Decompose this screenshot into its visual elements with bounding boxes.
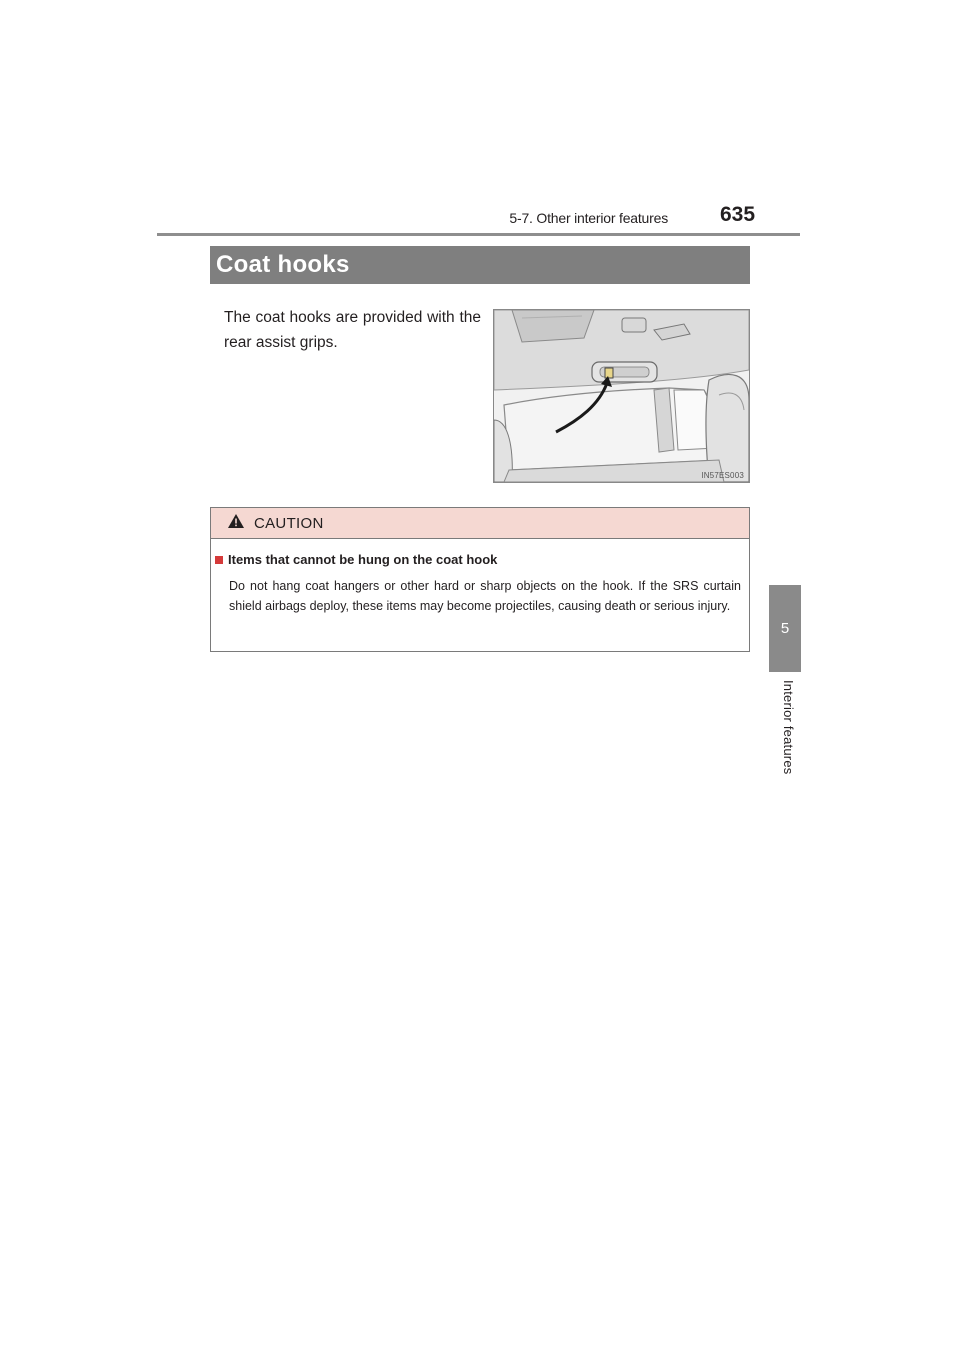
caution-item-heading-row [215,552,497,567]
caution-item-text: Do not hang coat hangers or other hard or sharp objects on the hook. If the SRS curtain shield airbags deploy, these items may become projectiles, causing death or serious injury. [229,579,741,613]
square-bullet-icon [215,556,223,564]
chapter-number: 5 [780,620,790,637]
caution-item-heading: Items that cannot be hung on the coat hook [228,552,498,567]
header-rule [157,233,800,236]
section-title: Coat hooks [216,251,350,278]
interior-drawing [494,310,749,482]
intro-paragraph: The coat hooks are provided with the rear assist grips. [224,309,481,351]
chapter-title: Interior features [781,680,796,775]
caution-label: CAUTION [254,514,324,532]
caution-box [210,507,750,652]
page-number: 635 [720,203,756,226]
caution-header [211,508,749,539]
running-header-section: 5-7. Other interior features [509,210,668,226]
chapter-tab [769,585,801,672]
coat-hook-illustration [493,309,750,483]
warning-triangle-icon [227,513,245,533]
section-title-bar [210,246,750,284]
figure-code: IN57ES003 [701,471,744,480]
